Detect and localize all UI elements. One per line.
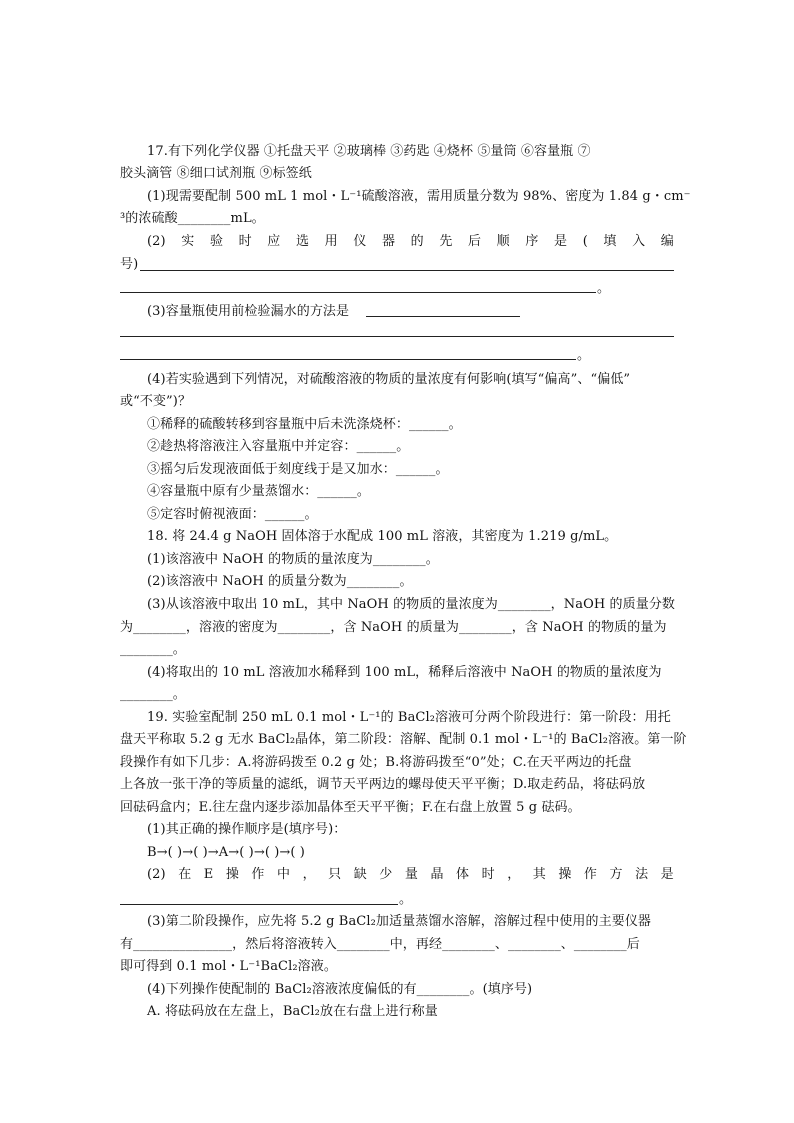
q18-part3-line3: ________。 [120, 642, 186, 657]
answer-line [366, 316, 520, 317]
q17-case-4: ④容量瓶中原有少量蒸馏水：______。 [147, 484, 371, 499]
q17-part4-line1: (4)若实验遇到下列情况，对硫酸溶液的物质的量浓度有何影响(填写“偏高”、“偏低” [147, 372, 631, 387]
q17-case-5: ⑤定容时俯视液面：______。 [147, 507, 318, 522]
q17-case-3: ③摇匀后发现液面低于刻度线于是又加水：______。 [147, 462, 449, 477]
end-mark: 。 [577, 348, 591, 363]
q19-part1: (1)其正确的操作顺序是(填序号)： [147, 822, 347, 837]
q17-intro-line2: 胶头滴管 ⑧细口试剂瓶 ⑨标签纸 [120, 166, 312, 181]
q19-sequence: B→( )→( )→A→( )→( )→( ) [147, 845, 305, 860]
end-mark: 。 [597, 281, 611, 296]
answer-line [120, 904, 398, 905]
q17-intro-line1: 17.有下列化学仪器 ①托盘天平 ②玻璃棒 ③药匙 ④烧杯 ⑤量筒 ⑥容量瓶 ⑦ [147, 144, 591, 159]
q19-part3-line3: 即可得到 0.1 mol・L⁻¹BaCl₂溶液。 [120, 959, 337, 974]
q18-part4-line1: (4)将取出的 10 mL 溶液加水稀释到 100 mL，稀释后溶液中 NaOH 的物质的量浓度为 [147, 665, 662, 680]
q19-part2-line1: (2) 在 E 操 作 中 ， 只 缺 少 量 晶 体 时 ， 其 操 作 方 法 是 [147, 867, 674, 882]
q17-part1-line2: ³的浓硫酸________mL。 [120, 211, 265, 226]
answer-line [140, 270, 674, 271]
q19-intro-line2: 盘天平称取 5.2 g 无水 BaCl₂晶体，第二阶段：溶解、配制 0.1 mol・L⁻¹的 BaCl₂溶液。第一阶 [120, 732, 687, 747]
answer-line [120, 292, 596, 293]
q18-part3-line1: (3)从该溶液中取出 10 mL，其中 NaOH 的物质的量浓度为________，NaOH 的质量分数 [147, 597, 676, 612]
q19-intro-line5: 回砝码盒内；E.往左盘内逐步添加晶体至天平平衡；F.在右盘上放置 5 g 砝码。 [120, 800, 581, 815]
answer-line [120, 359, 576, 360]
q19-part4: (4)下列操作使配制的 BaCl₂溶液浓度偏低的有________。(填序号) [147, 982, 533, 997]
answer-line [120, 336, 674, 337]
q19-intro-line3: 段操作有如下几步：A.将游码拨至 0.2 g 处；B.将游码拨至“0”处；C.在天平两边的托盘 [120, 755, 632, 770]
q17-case-2: ②趁热将溶液注入容量瓶中并定容：______。 [147, 439, 410, 454]
q19-option-a: A. 将砝码放在左盘上，BaCl₂放在右盘上进行称量 [147, 1004, 438, 1019]
q17-part2-line2: 号) [120, 257, 139, 272]
q19-part3-line1: (3)第二阶段操作，应先将 5.2 g BaCl₂加适量蒸馏水溶解，溶解过程中使用的主要仪器 [147, 914, 652, 929]
q17-part4-line2: 或“不变”)？ [120, 394, 192, 409]
q18-part3-line2: 为________，溶液的密度为________，含 NaOH 的质量为________，含 NaOH 的物质的量为 [120, 620, 667, 635]
q18-part1: (1)该溶液中 NaOH 的物质的量浓度为________。 [147, 552, 439, 567]
q17-case-1: ①稀释的硫酸转移到容量瓶中后未洗涤烧杯：______。 [147, 417, 462, 432]
q17-part3-label: (3)容量瓶使用前检验漏水的方法是 [147, 304, 350, 319]
q19-intro-line1: 19. 实验室配制 250 mL 0.1 mol・L⁻¹的 BaCl₂溶液可分两个阶段进行：第一阶段：用托 [147, 710, 671, 725]
end-mark: 。 [399, 892, 413, 907]
q19-part3-line2: 有_______________，然后将溶液转入________中，再经________、________、________后 [120, 937, 640, 952]
q19-intro-line4: 上各放一张干净的等质量的滤纸，调节天平两边的螺母使天平平衡；D.取走药品，将砝码放 [120, 777, 646, 792]
q17-part1-line1: (1)现需要配制 500 mL 1 mol・L⁻¹硫酸溶液，需用质量分数为 98%、密度为 1.84 g・cm⁻ [147, 189, 691, 204]
q18-part4-line2: ________。 [120, 687, 186, 702]
q17-part2-line1: (2) 实 验 时 应 选 用 仪 器 的 先 后 顺 序 是 ( 填 入 编 [147, 234, 674, 249]
q18-part2: (2)该溶液中 NaOH 的质量分数为________。 [147, 574, 413, 589]
q18-intro: 18. 将 24.4 g NaOH 固体溶于水配成 100 mL 溶液，其密度为 1.219 g/mL。 [147, 529, 618, 544]
